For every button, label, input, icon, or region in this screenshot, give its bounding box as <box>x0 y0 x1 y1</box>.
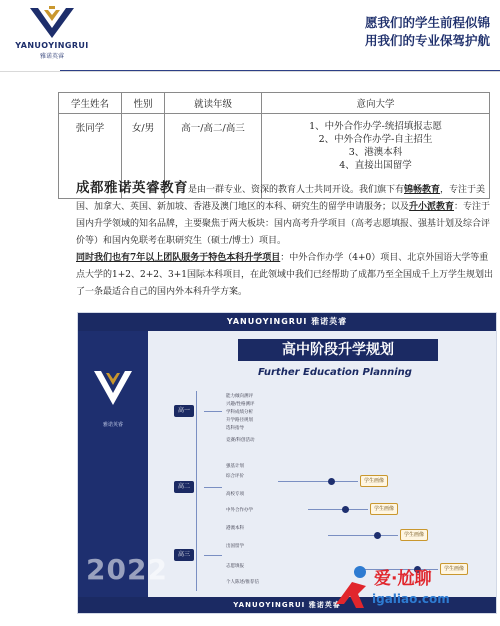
slogan <box>365 14 490 50</box>
poster-left-name: 雅诺英睿 <box>102 422 123 428</box>
slogan-line-1: 愿我们的学生前程似锦 <box>364 15 490 30</box>
poster-branch <box>204 487 222 488</box>
poster-item: 出国留学 <box>226 544 244 549</box>
poster-tag-grade2: 高二 <box>174 481 194 493</box>
poster-node: 学生画像 <box>370 503 398 515</box>
poster-item: 强基计划 <box>226 464 244 469</box>
brand-name: 成都雅诺英睿教育 <box>76 180 188 196</box>
poster-dot <box>374 532 381 539</box>
intro-text-2: ，专注于美国、加拿大、英国、新加坡、香港及澳门地区的本科、研究生的留学申请服务；以及 <box>76 185 486 212</box>
poster-title: 高中阶段升学规划 <box>238 339 438 361</box>
poster-node: 学生画像 <box>400 529 428 541</box>
intro-paragraph-1 <box>76 180 494 250</box>
header-divider-light <box>0 71 500 72</box>
logo-chinese-text: 雅诺英睿 <box>39 53 64 60</box>
cell-gender: 女/男 <box>122 114 165 199</box>
cell-name: 张同学 <box>59 114 122 199</box>
cell-grade: 高一/高二/高三 <box>165 114 262 199</box>
site-watermark <box>330 560 495 618</box>
header-name: 学生姓名 <box>59 93 122 114</box>
table-header-row <box>59 93 490 114</box>
poster-dot <box>328 478 335 485</box>
poster-branch <box>328 535 398 536</box>
wish-item: 2、中外合作办学-自主招生 <box>318 134 433 145</box>
poster-bottom-brand: YANUOYINGRUI 雅诺英睿 <box>233 601 341 609</box>
poster-subtitle: Further Education Planning <box>258 367 412 378</box>
poster-item: 竞赛/科创活动 <box>226 438 255 443</box>
header-divider <box>60 70 500 71</box>
poster-item: 能力倾向测评 <box>226 394 253 399</box>
poster-item: 港澳本科 <box>226 526 244 531</box>
wish-item: 1、中外合作办学-统招填报志愿 <box>309 121 442 132</box>
company-logo <box>10 6 94 58</box>
poster-top-brand: YANUOYINGRUI 雅诺英睿 <box>226 317 348 326</box>
poster-item: 学科成绩分析 <box>226 410 253 415</box>
page-header <box>0 0 500 62</box>
poster-top-bar <box>78 313 496 331</box>
poster-branch <box>204 555 222 556</box>
poster-item: 兴趣/性格测评 <box>226 402 255 407</box>
team-highlight: 同时我们也有7年以上团队服务于特色本科升学项目 <box>76 253 281 263</box>
watermark-url: igaliao.com <box>372 592 450 606</box>
poster-branch <box>278 481 358 482</box>
watermark-figure-icon <box>330 564 374 610</box>
intro-paragraph-2 <box>76 250 494 301</box>
brand-link-shengxiaopai[interactable]: 升小派教育 <box>409 202 455 212</box>
poster-node: 学生画像 <box>360 475 388 487</box>
poster-spine <box>196 391 197 591</box>
brand-link-jinchang[interactable]: 锦畅教育 <box>404 185 441 195</box>
intro-text-1: 是由一群专业、资深的教育人士共同开设。我们旗下有 <box>188 185 405 195</box>
wish-item: 4、直接出国留学 <box>339 160 412 171</box>
poster-tag-grade3: 高三 <box>174 549 194 561</box>
intro-text-4: ：中外合作办学（4+0）项目、北京外国语大学等重点大学的1+2、2+2、3+1国际本科项目，在此领域中我们已经帮助了成都乃至全国成千上万学生规划出了一条最适合自己的国内外本科升学方案。 <box>76 253 493 297</box>
poster-left-panel <box>78 331 168 597</box>
poster-item: 选科指导 <box>226 426 244 431</box>
logo-emblem-icon <box>26 6 78 40</box>
poster-item: 个人陈述/推荐信 <box>226 580 260 585</box>
poster-dot <box>342 506 349 513</box>
watermark-text: 爱·尬聊 <box>374 569 432 589</box>
poster-item: 高校专项 <box>226 492 244 497</box>
poster-item: 升学路径规划 <box>226 418 253 423</box>
poster-branch <box>204 411 222 412</box>
poster-item: 综合评价 <box>226 474 244 479</box>
poster-node: 学生画像 <box>440 563 468 575</box>
header-grade: 就读年级 <box>165 93 262 114</box>
poster-tag-grade1: 高一 <box>174 405 194 417</box>
poster-logo-icon <box>92 369 134 409</box>
header-gender: 性别 <box>122 93 165 114</box>
poster-year: 2022 <box>86 553 168 586</box>
poster-item: 志愿填报 <box>226 564 244 569</box>
header-target-university: 意向大学 <box>262 93 490 114</box>
poster-item: 中外合作办学 <box>226 508 253 513</box>
slogan-line-2: 用我们的专业保驾护航 <box>364 33 490 48</box>
intro-text-3: ：专注于国内升学领域的知名品牌，主要聚焦于两大板块：国内高考升学项目（高考志愿填报、强基计划及综合评价等）和国内免联考在职研究生（硕士/博士）项目。 <box>76 202 491 246</box>
wish-item: 3、港澳本科 <box>348 147 403 158</box>
poster-branch <box>308 509 368 510</box>
logo-english-text: YANUOYINGRUI <box>15 41 89 50</box>
